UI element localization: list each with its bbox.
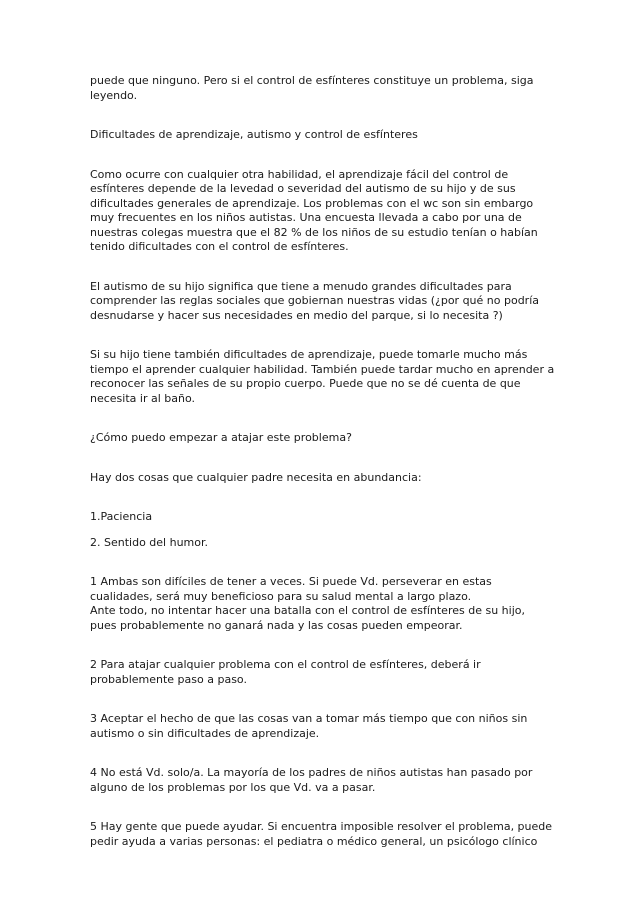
- paragraph-punto-4: 4 No está Vd. solo/a. La mayoría de los padres de niños autistas han pasado por alguno de los problemas por los que Vd. va a pasar.: [90, 766, 533, 794]
- paragraph-punto-2: 2 Para atajar cualquier problema con el control de esfínteres, deberá ir probablemente paso a paso.: [90, 658, 481, 686]
- paragraph-habilidad: Como ocurre con cualquier otra habilidad, el aprendizaje fácil del control de esfínteres depende de la levedad o severidad del autismo de su hijo y de sus dificultades generales de aprendizaje. Los problemas con el wc son sin embargo muy frecuentes en los niños autistas. Una encuesta llevada a cabo por una de nuestras colegas muestra que el 82 % de los niños de su estudio tenían o habían tenido dificultades con el control de esfínteres.: [90, 167, 538, 253]
- list-item-paciencia: 1.Paciencia: [90, 510, 153, 523]
- paragraph-autismo-reglas: El autismo de su hijo significa que tiene a menudo grandes dificultades para comprender las reglas sociales que gobiernan nuestras vidas (¿por qué no podría desnudarse y hacer sus necesidades en medio del parque, si lo necesita ?): [90, 279, 540, 322]
- paragraph-intro-continuation: puede que ninguno. Pero si el control de esfínteres constituye un problema, siga leyendo.: [90, 74, 534, 102]
- document-body: [90, 74, 560, 849]
- paragraph-dificultades-aprendizaje: Si su hijo tiene también dificultades de aprendizaje, puede tomarle mucho más tiempo el aprender cualquier habilidad. También puede tardar mucho en aprender a reconocer las señales de su propio cuerpo. Puede que no se dé cuenta de que necesita ir al baño.: [90, 348, 555, 405]
- paragraph-punto-1: 1 Ambas son difíciles de tener a veces. Si puede Vd. perseverar en estas cualidades, será muy beneficioso para su salud mental a largo plazo. Ante todo, no intentar hacer una batalla con el control de esfínteres de su hijo, pues probablemente no ganará nada y las cosas pueden empeorar.: [90, 575, 525, 632]
- section-heading-como-empezar: ¿Cómo puedo empezar a atajar este problema?: [90, 431, 352, 444]
- paragraph-dos-cosas: Hay dos cosas que cualquier padre necesita en abundancia:: [90, 470, 422, 484]
- paragraph-punto-3: 3 Aceptar el hecho de que las cosas van a tomar más tiempo que con niños sin autismo o sin dificultades de aprendizaje.: [90, 712, 528, 740]
- section-heading-dificultades: Dificultades de aprendizaje, autismo y control de esfínteres: [90, 128, 418, 141]
- list-item-sentido-humor: 2. Sentido del humor.: [90, 535, 208, 549]
- paragraph-punto-5: 5 Hay gente que puede ayudar. Si encuentra imposible resolver el problema, puede pedir ayuda a varias personas: el pediatra o médico general, un psicólogo clínico: [90, 820, 553, 848]
